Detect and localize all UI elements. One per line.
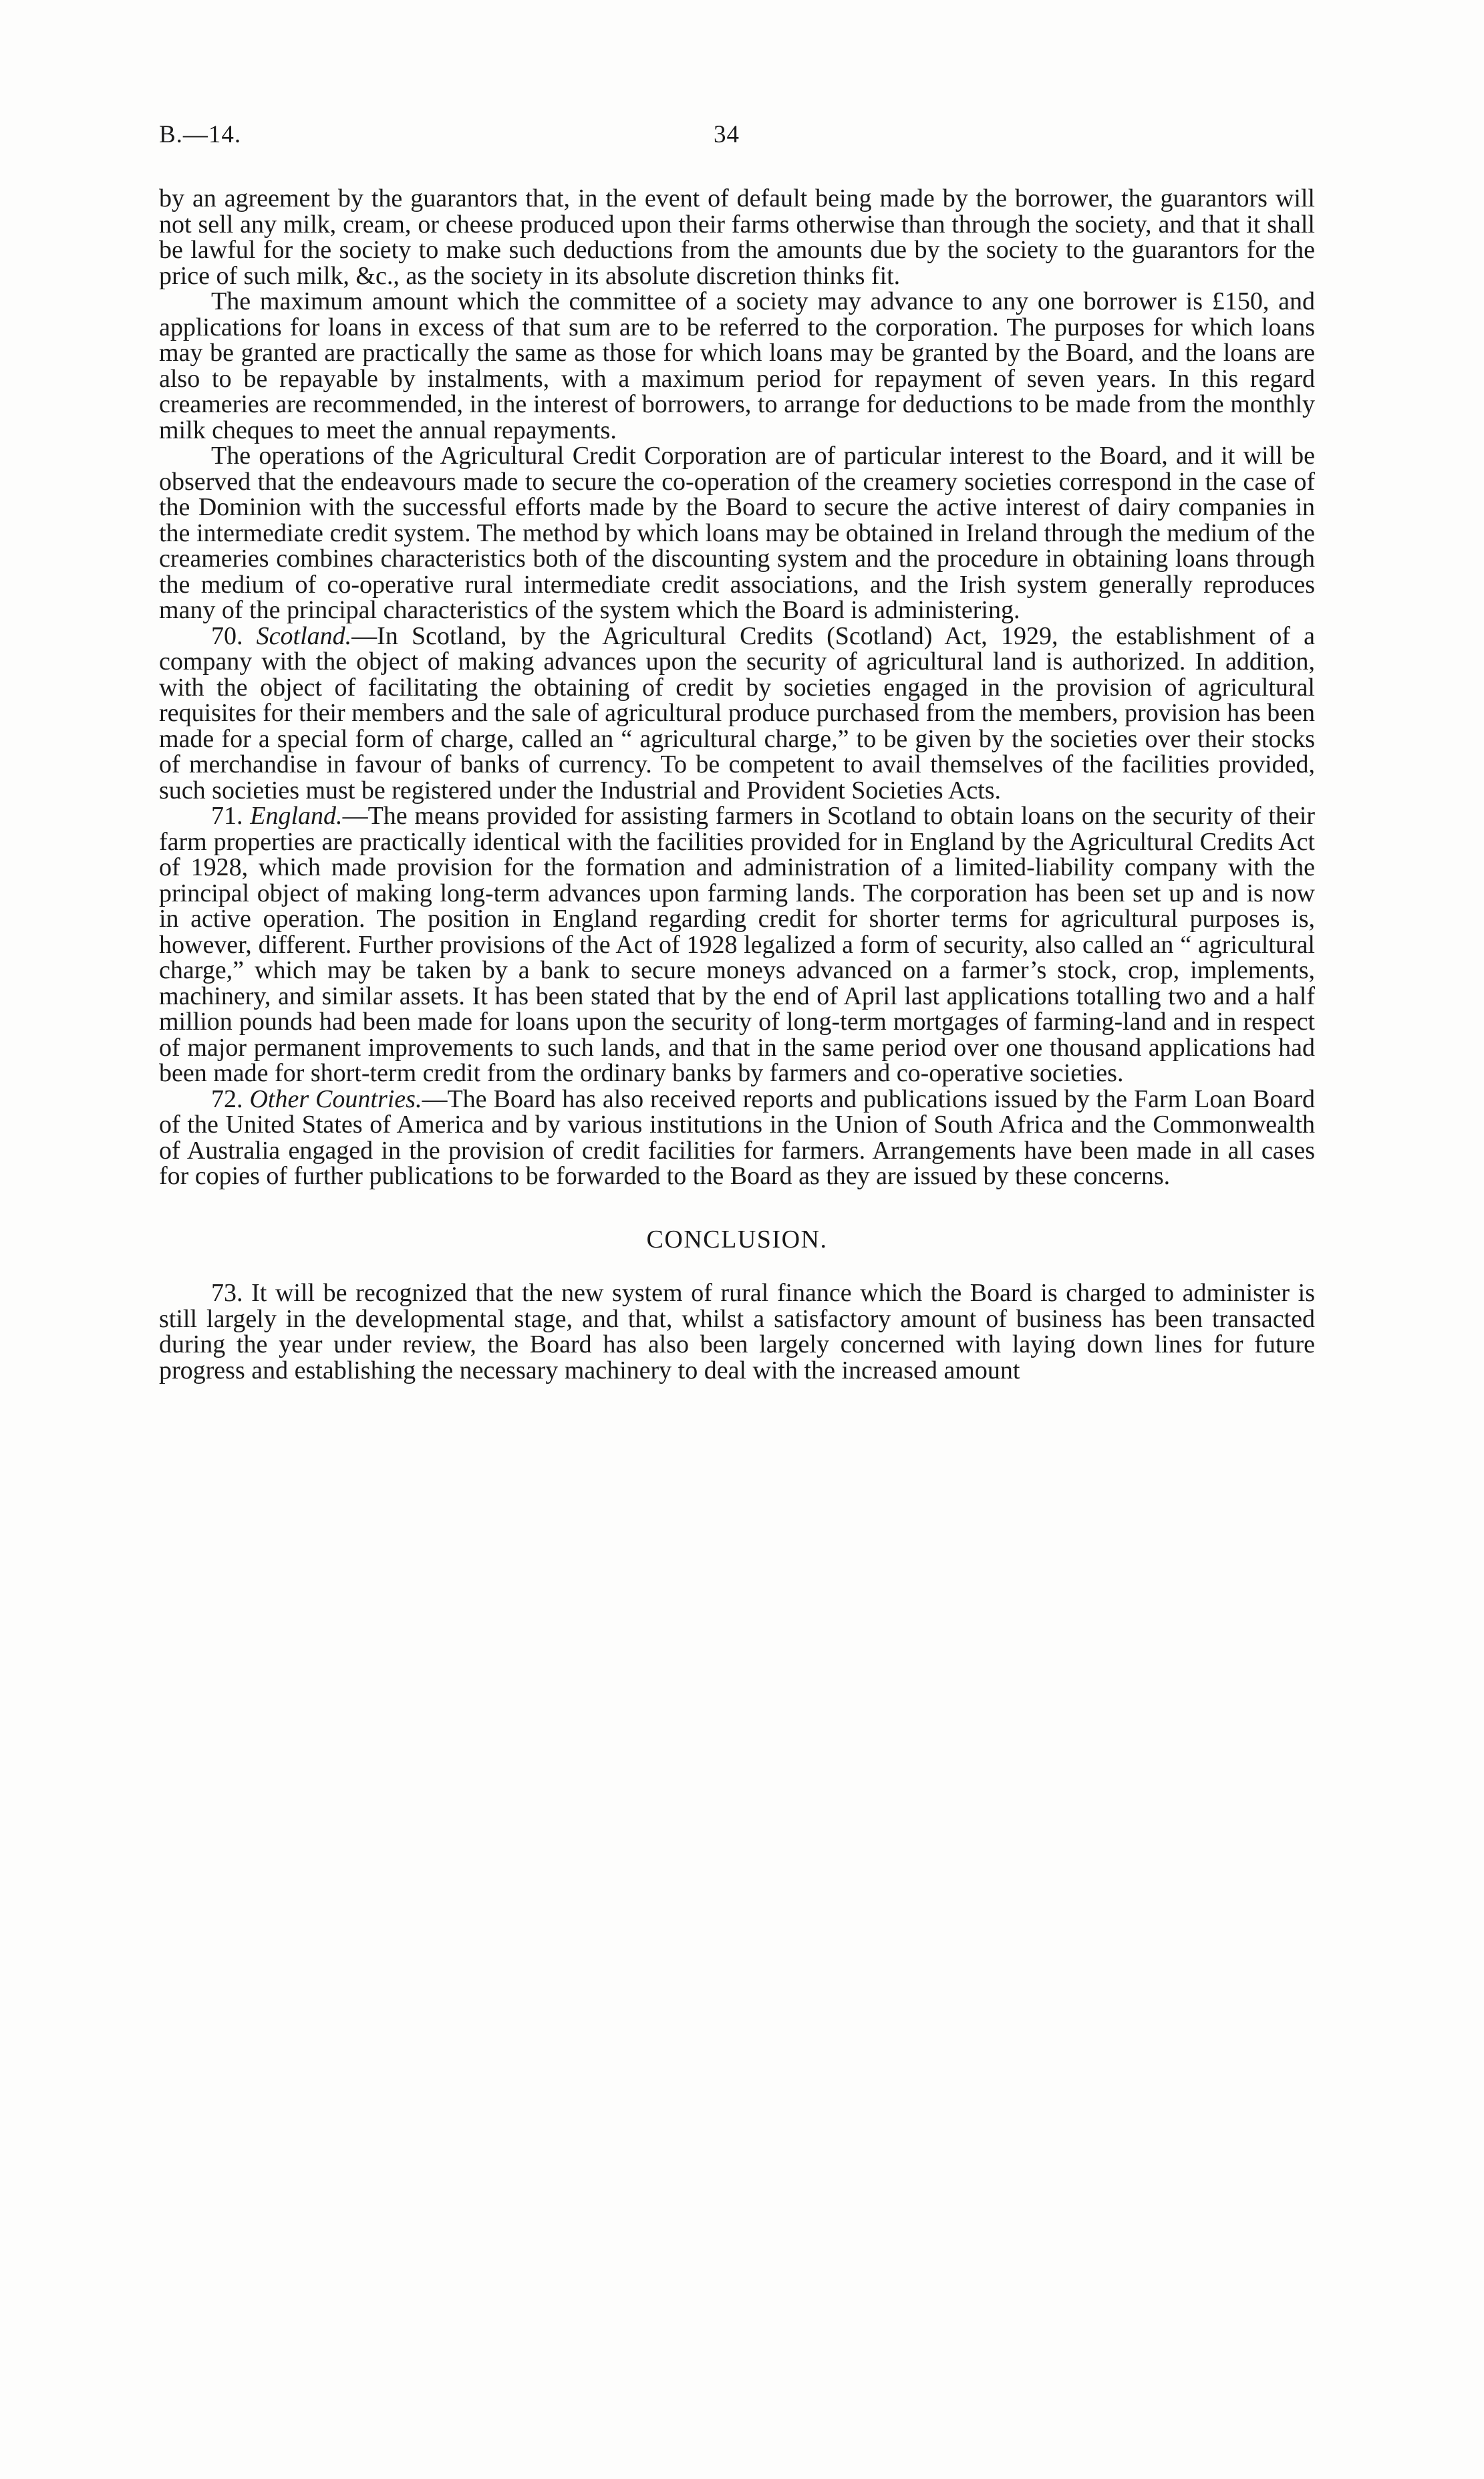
paragraph-continued: by an agreement by the guarantors that, in the event of default being made by the borrower, the guarantors will not sell any milk, cream, or cheese produced upon their farms otherwise than through the society, and that it shall be lawful for the society to make such deductions from the amounts due by the society to the guarantors for the price of such milk, &c., as the society in its absolute discretion thinks fit. <box>159 184 1315 290</box>
page-number: 34 <box>714 121 740 148</box>
conclusion-heading: CONCLUSION. <box>646 1225 828 1254</box>
paragraph-number: 71. <box>211 802 243 830</box>
paragraph-title: Other Countries. <box>249 1084 422 1113</box>
paragraph-70-scotland <box>159 623 1315 804</box>
paragraph-body: —The Board has also received reports and publications issued by the Farm Loan Board of the United States of America and by various institutions in the Union of South Africa and the Commonwealth of Australia engaged in the provision of credit facilities for farmers. Arrangements have been made in all cases for copies of further publications to be forwarded to the Board as they are issued by these concerns. <box>159 1084 1315 1190</box>
paragraph-body: —The means provided for assisting farmers in Scotland to obtain loans on the security of their farm properties are practically identical with the facilities provided for in England by the Agricultural Credits Act of 1928, which made provision for the formation and administration of a limited-liability company with the principal object of making long-term advances upon farming lands. The corporation has been set up and is now in active operation. The position in England regarding credit for shorter terms for agricultural purposes is, however, different. Further provisions of the Act of 1928 legalized a form of security, also called an “ agricultural charge,” which may be taken by a bank to secure moneys advanced on a farmer’s stock, crop, implements, machinery, and similar assets. It has been stated that by the end of April last applications totalling two and a half million pounds had been made for loans upon the security of long-term mortgages of farming-land and in respect of major permanent improvements to such lands, and that in the same period over one thousand applications had been made for short-term credit from the ordinary banks by farmers and co-operative societies. <box>159 802 1316 1087</box>
paragraph-73: 73. It will be recognized that the new system of rural finance which the Board is charged to administer is still largely in the developmental stage, and that, whilst a satisfactory amount of business has been transacted during the year under review, the Board has also been largely concerned with laying down lines for future progress and establishing the necessary machinery to deal with the increased amount <box>159 1279 1315 1384</box>
paragraph-72-other-countries <box>159 1086 1315 1189</box>
paragraph-maximum-amount: The maximum amount which the committee of a society may advance to any one borrower is £150, and applications for loans in excess of that sum are to be referred to the corporation. The purposes for which loans may be granted are practically the same as those for which loans may be granted by the Board, and the loans are also to be repayable by instalments, with a maximum period for repayment of seven years. In this regard creameries are recommended, in the interest of borrowers, to arrange for deductions to be made from the monthly milk cheques to meet the annual repayments. <box>159 287 1315 444</box>
paragraph-operations: The operations of the Agricultural Credit Corporation are of particular interest to the Board, and it will be observed that the endeavours made to secure the co-operation of the creamery societies correspond in the case of the Dominion with the successful efforts made by the Board to secure the active interest of dairy companies in the intermediate credit system. The method by which loans may be obtained in Ireland through the medium of the creameries combines characteristics both of the discounting system and the procedure in obtaining loans through the medium of co-operative rural intermediate credit associations, and the Irish system generally reproduces many of the principal characteristics of the system which the Board is administering. <box>159 442 1315 624</box>
page-header <box>159 120 1315 154</box>
paragraph-number: 72. <box>211 1084 243 1113</box>
paragraph-number: 70. <box>211 621 243 650</box>
paragraph-title: Scotland. <box>256 621 352 650</box>
paragraph-body: —In Scotland, by the Agricultural Credits (Scotland) Act, 1929, the establishment of a company with the object of making advances upon the security of agricultural land is authorized. In addition, with the object of facilitating the obtaining of credit by societies engaged in the provision of agricultural requisites for their members and the sale of agricultural produce purchased from the members, provision has been made for a special form of charge, called an “ agricultural charge,” to be given by the societies over their stocks of merchandise in favour of banks of currency. To be competent to avail themselves of the facilities provided, such societies must be registered under the Industrial and Provident Societies Acts. <box>159 621 1316 805</box>
paragraph-title: England. <box>250 802 343 830</box>
body-text <box>159 186 1315 1383</box>
document-reference: B.—14. <box>159 121 242 148</box>
paragraph-71-england <box>159 803 1315 1086</box>
